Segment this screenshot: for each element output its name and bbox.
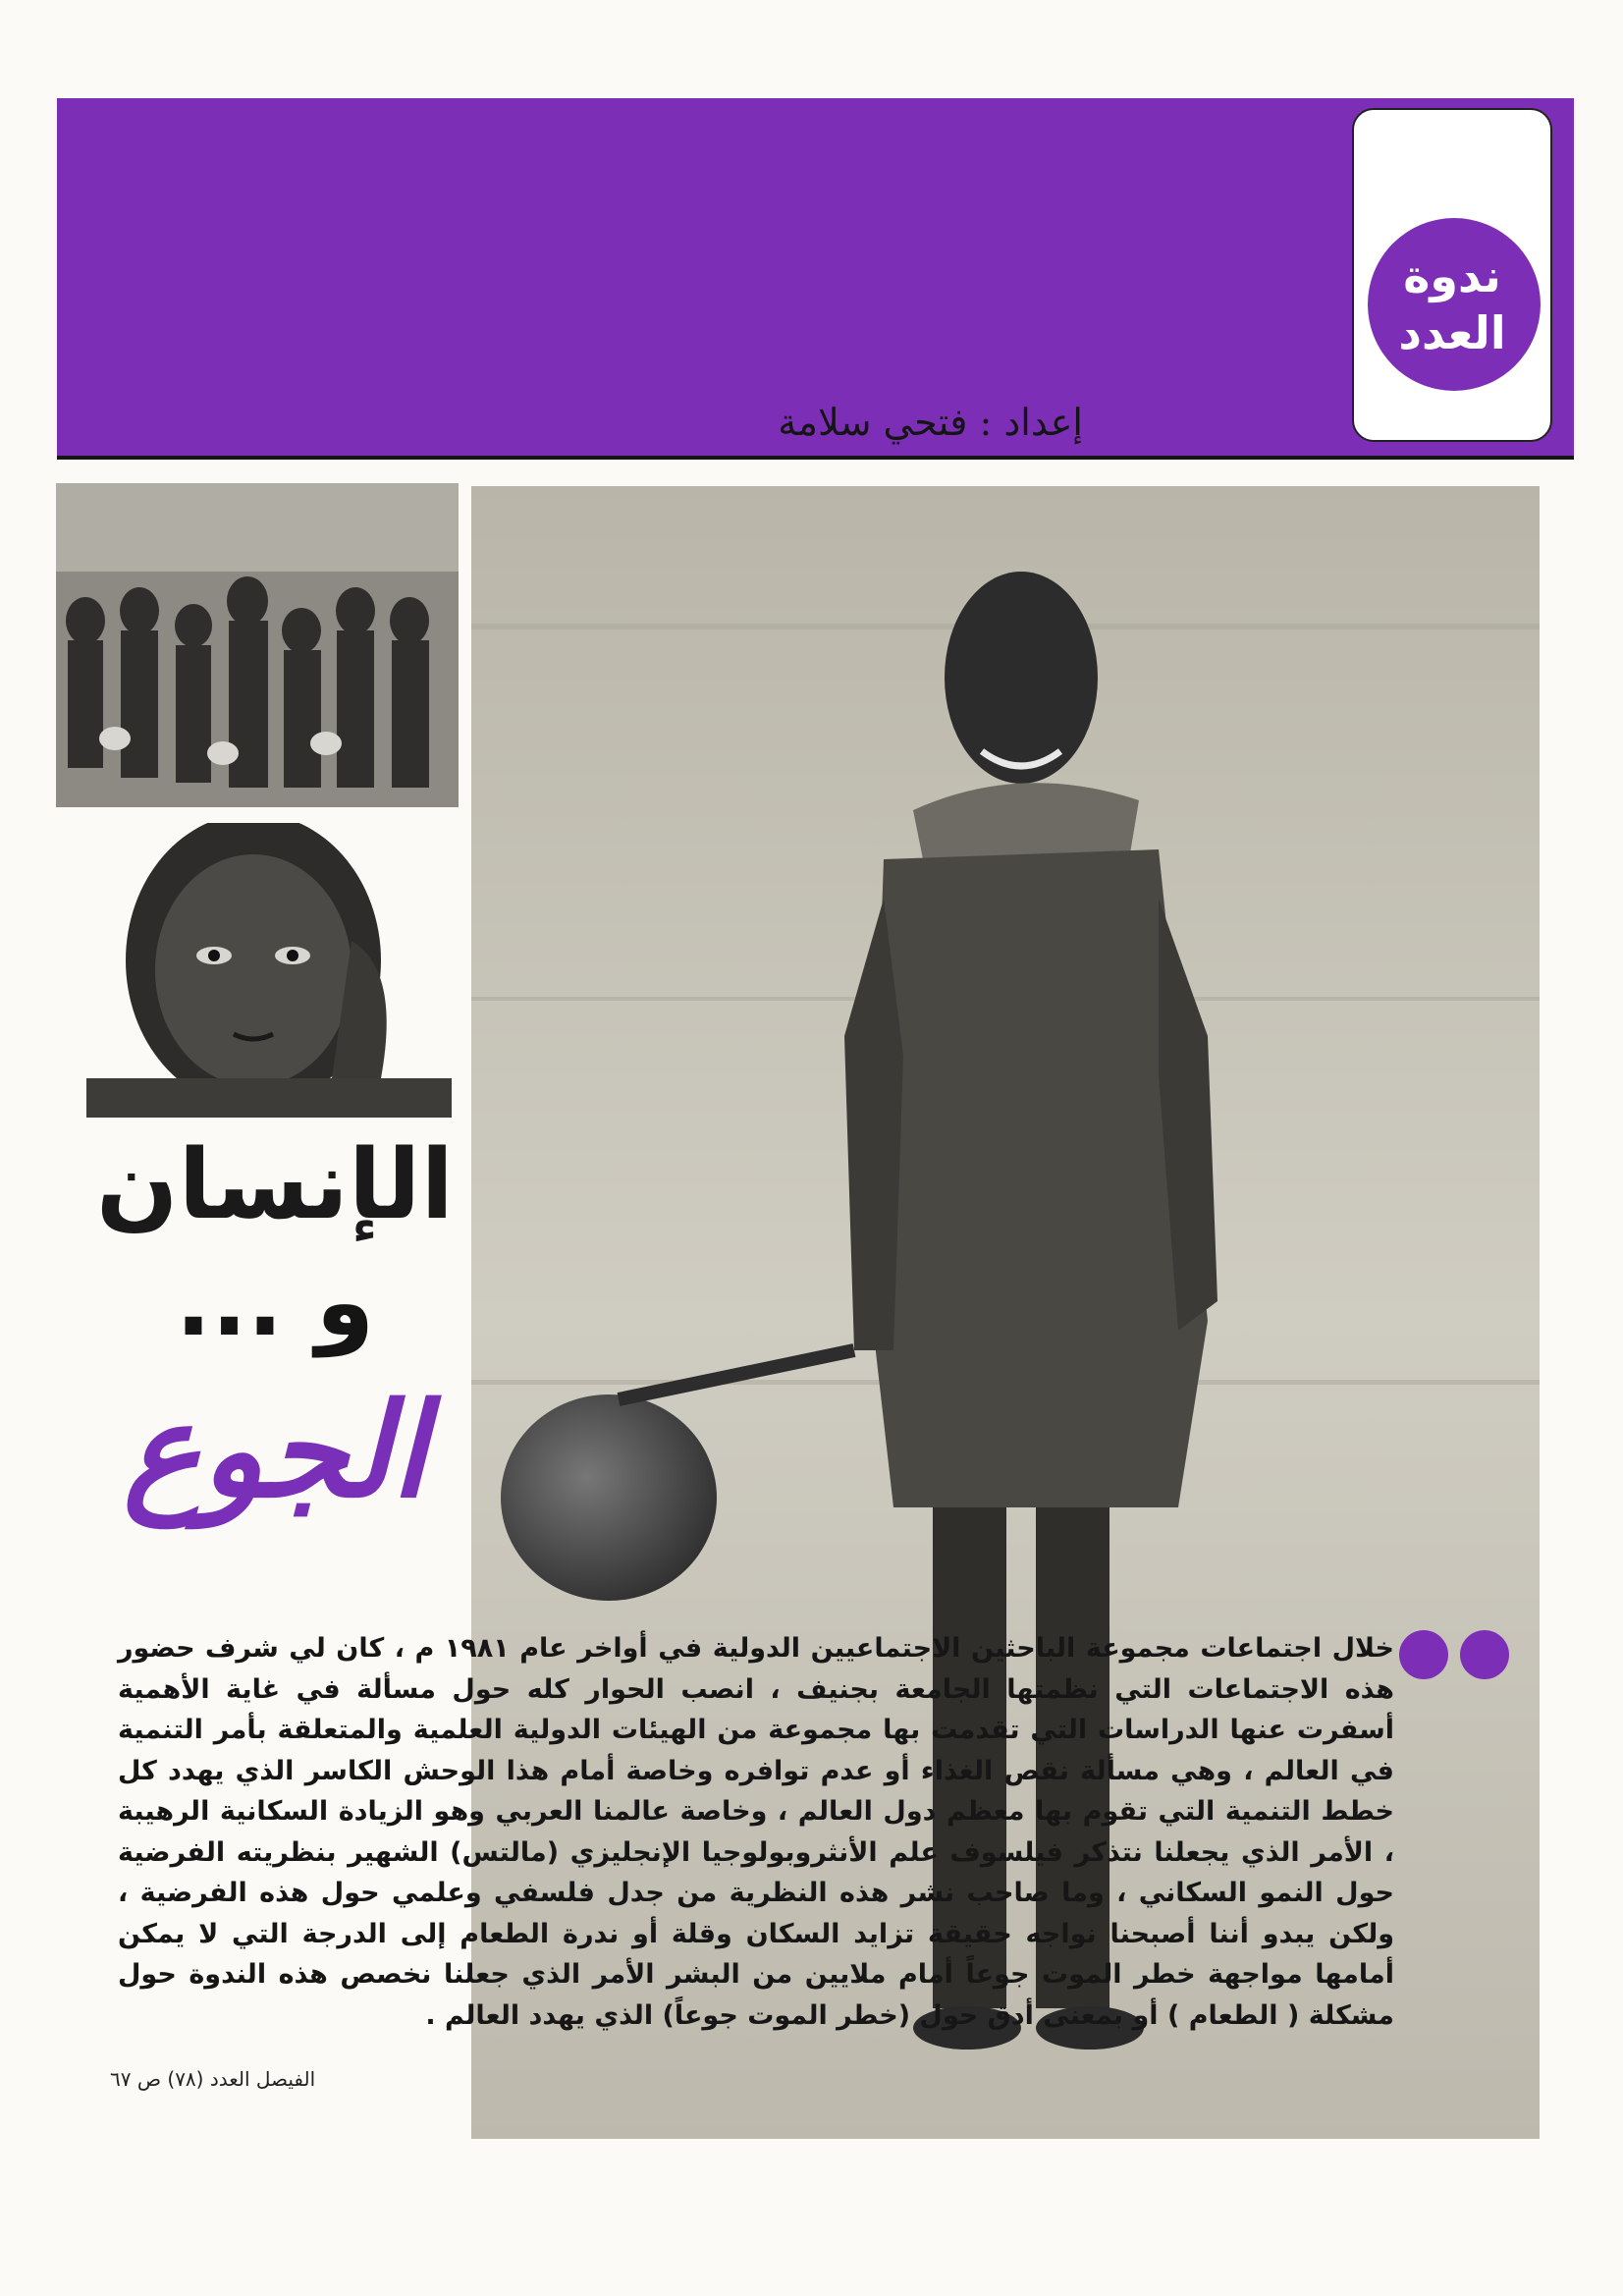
section-badge: [1352, 108, 1552, 442]
title-conjunction: و ...: [175, 1247, 375, 1357]
marker-dot: [1399, 1630, 1448, 1679]
title-word-hunger: الجوع: [123, 1375, 427, 1527]
badge-title: ندوة العدد: [1398, 249, 1506, 359]
marker-dot: [1460, 1630, 1509, 1679]
author-credit: إعداد : فتحي سلامة: [778, 401, 1083, 444]
article-body: [118, 1628, 1394, 2036]
title-word-human: الإنسان: [95, 1129, 455, 1241]
crowd-photo: [56, 483, 459, 807]
paragraph-marker: [1399, 1630, 1513, 1681]
header-banner: [57, 98, 1574, 460]
child-face-photo: [86, 823, 452, 1118]
body-paragraph: خلال اجتماعات مجموعة الباحثين الاجتماعيين الدولية في أواخر عام ١٩٨١ م ، كان لي شرف حضور هذه الاجتماعات التي نظمتها الجامعة بجنيف ، انصب الحوار كله حول مسألة في غاية الأهمية أسفرت عنها الدراسات التي تقدمت بها مجموعة من الهيئات الدولية العلمية والمتعلقة بأمر التنمية في العالم ، وهي مسألة نقص الغذاء أو عدم توافره وخاصة أمام هذا الوحش الكاسر الذي يهدد كل خطط التنمية التي تقوم بها معظم دول العالم ، وخاصة عالمنا العربي وهو الزيادة السكانية الرهيبة ، الأمر الذي يجعلنا نتذكر فيلسوف علم الأنثروبولوجيا الإنجليزي (مالتس) الشهير بنظريته الفرضية حول النمو السكاني ، وما صاحب نشر هذه النظرية من جدل فلسفي وعلمي حول هذه الفرضية ، ولكن يبدو أننا أصبحنا نواجه حقيقة تزايد السكان وقلة أو ندرة الطعام إلى الدرجة التي لا يمكن أمامها مواجهة خطر الموت جوعاً أمام ملايين من البشر الأمر الذي جعلنا نخصص هذه الندوة حول مشكلة ( الطعام ) أو بمعنى أدق حول (خطر الموت جوعاً) الذي يهدد العالم .: [118, 1633, 1394, 2031]
page-folio: الفيصل العدد (٧٨) ص ٦٧: [110, 2067, 316, 2091]
